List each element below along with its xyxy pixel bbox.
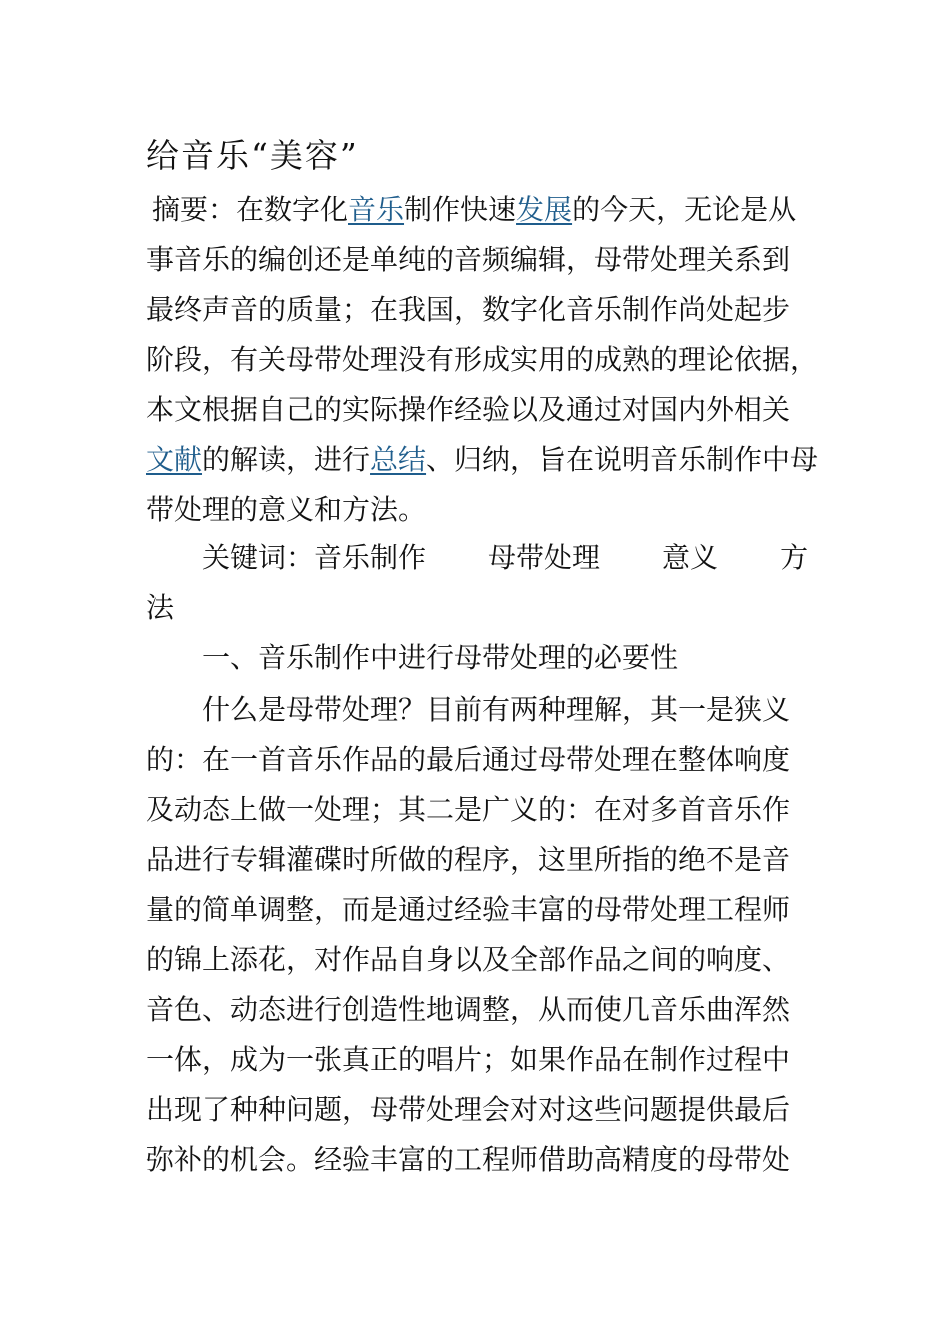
- inline-link[interactable]: 音乐: [348, 193, 405, 226]
- abstract-line: [146, 240, 790, 280]
- text-run: 最终声音的质量；在我国，数字化音乐制作尚处起步: [146, 293, 791, 326]
- keyword-item: 母带处理: [488, 541, 601, 574]
- keywords-label: 关键词：: [202, 541, 315, 574]
- body-line: 什么是母带处理？目前有两种理解，其一是狭义: [202, 693, 791, 726]
- abstract-line: [146, 290, 790, 330]
- keyword-item: 方: [780, 541, 809, 574]
- keywords-continuation: 法: [146, 591, 175, 624]
- abstract-line: [152, 190, 796, 230]
- abstract-line: [146, 390, 790, 430]
- text-run: 阶段，有关母带处理没有形成实用的成熟的理论依据，: [146, 343, 819, 376]
- keywords-line: [202, 538, 808, 578]
- body-line: 及动态上做一处理；其二是广义的：在对多首音乐作: [146, 793, 791, 826]
- text-run: 本文根据自己的实际操作经验以及通过对国内外相关: [146, 393, 791, 426]
- body-line: 出现了种种问题，母带处理会对对这些问题提供最后: [146, 1093, 791, 1126]
- text-run: 制作快速: [404, 193, 517, 226]
- body-line: 弥补的机会。经验丰富的工程师借助高精度的母带处: [146, 1143, 791, 1176]
- body-line: 一体，成为一张真正的唱片；如果作品在制作过程中: [146, 1043, 791, 1076]
- text-run: 的解读，进行: [202, 443, 371, 476]
- inline-link[interactable]: 总结: [370, 443, 427, 476]
- text-run: 摘要：在数字化: [152, 193, 349, 226]
- text-run: 事音乐的编创还是单纯的音频编辑，母带处理关系到: [146, 243, 791, 276]
- inline-link[interactable]: 发展: [516, 193, 573, 226]
- text-run: 、归纳，旨在说明音乐制作中母: [426, 443, 819, 476]
- text-run: 带处理的意义和方法。: [146, 493, 427, 526]
- body-line: 的锦上添花，对作品自身以及全部作品之间的响度、: [146, 943, 791, 976]
- body-line: 量的简单调整，而是通过经验丰富的母带处理工程师: [146, 893, 791, 926]
- abstract-line: [146, 340, 818, 380]
- section-heading: 一、音乐制作中进行母带处理的必要性: [202, 641, 679, 674]
- text-run: 的今天，无论是从: [572, 193, 797, 226]
- body-line: 音色、动态进行创造性地调整，从而使几音乐曲浑然: [146, 993, 791, 1026]
- abstract-line: [146, 490, 426, 530]
- body-line: 的：在一首音乐作品的最后通过母带处理在整体响度: [146, 743, 791, 776]
- body-line: 品进行专辑灌碟时所做的程序，这里所指的绝不是音: [146, 843, 791, 876]
- abstract-line: [146, 440, 818, 480]
- keyword-item: 意义: [662, 541, 719, 574]
- inline-link[interactable]: 文献: [146, 443, 203, 476]
- keyword-item: 音乐制作: [314, 541, 427, 574]
- page-title: 给音乐“美容”: [146, 136, 359, 175]
